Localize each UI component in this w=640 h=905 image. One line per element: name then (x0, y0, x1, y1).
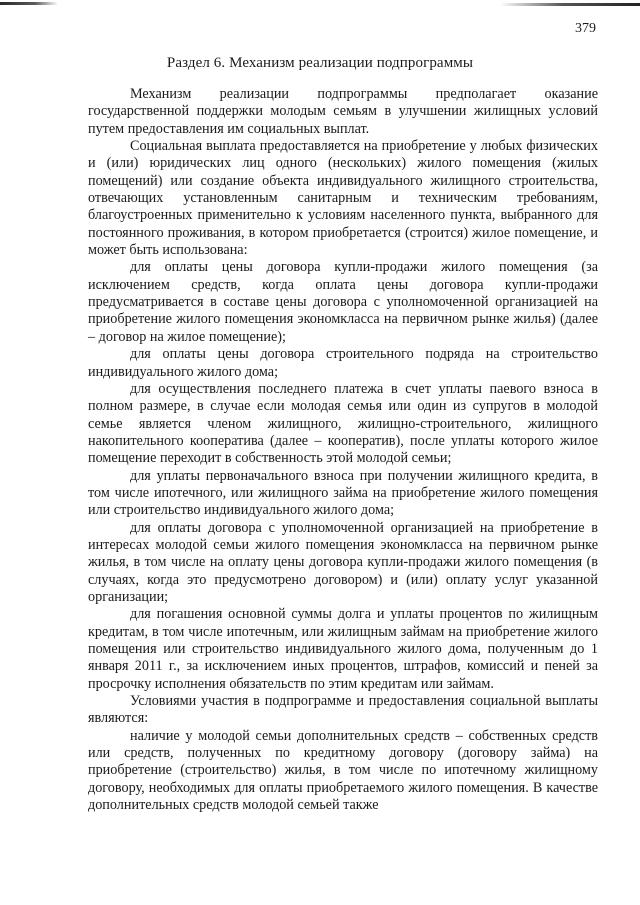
paragraph-use-construction-contract: для оплаты цены договора строительного подряда на строительство индивидуального жилого дома; (88, 346, 598, 380)
paragraph-additional-funds: наличие у молодой семьи дополнительных средств – собственных средств или средств, полученных по кредитному договору (договору займа) на приобретение (строительство) жилья, в том числе по ипотечному жилищному договору, необходимых для оплаты приобретаемого жилого помещения. В качестве дополнительных средств молодой семьей также (88, 727, 598, 814)
paragraph-use-purchase-contract: для оплаты цены договора купли-продажи жилого помещения (за исключением средств, когда оплата цены договора купли-продажи предусматривается в составе цены договора с уполномоченной организацией на приобретение жилого помещения экономкласса на первичном рынке жилья) (далее – договор на жилое помещение); (88, 259, 598, 345)
scan-edge-mark-left (0, 2, 58, 5)
paragraph-participation-conditions: Условиями участия в подпрограмме и предоставления социальной выплаты являются: (88, 693, 598, 727)
section-title: Раздел 6. Механизм реализации подпрограммы (166, 55, 474, 71)
page-number: 379 (575, 21, 596, 36)
paragraph-use-initial-payment: для уплаты первоначального взноса при получении жилищного кредита, в том числе ипотечного, или жилищного займа на приобретение жилого помещения или строительство индивидуального жилого дома; (88, 467, 598, 519)
paragraph-use-authorized-organization: для оплаты договора с уполномоченной организацией на приобретение в интересах молодой семьи жилого помещения экономкласса на первичном рынке жилья, в том числе на оплату цены договора купли-продажи жилого помещения (в случаях, когда это предусмотрено договором) и (или) оплату услуг указанной организации; (88, 519, 598, 605)
paragraph-use-debt-repayment: для погашения основной суммы долга и уплаты процентов по жилищным кредитам, в том числе ипотечным, или жилищным займам на приобретение жилого помещения или строительство индивидуального жилого дома, полученным до 1 января 2011 г., за исключением иных процентов, штрафов, комиссий и пеней за просрочку исполнения обязательств по этим кредитам или займам. (88, 606, 598, 692)
scan-edge-mark-right (500, 3, 640, 6)
paragraph-mechanism: Механизм реализации подпрограммы предполагает оказание государственной поддержки молодым семьям в улучшении жилищных условий путем предоставления им социальных выплат. (88, 86, 598, 137)
paragraph-use-cooperative-payment: для осуществления последнего платежа в счет уплаты паевого взноса в полном размере, в случае если молодая семья или один из супругов в молодой семье является членом жилищного, жилищно-строительного, жилищного накопительного кооператива (далее – кооператив), после уплаты которого жилое помещение переходит в собственность этой молодой семьи; (88, 380, 598, 467)
paragraph-social-payment: Социальная выплата предоставляется на приобретение у любых физических и (или) юридических лиц одного (нескольких) жилого помещения (жилых помещений) или создание объекта индивидуального жилищного строительства, отвечающих установленным санитарным и техническим требованиям, благоустроенных применительно к условиям населенного пункта, выбранного для постоянного проживания, в котором приобретается (строится) жилое помещение, и может быть использована: (88, 138, 598, 259)
document-body (88, 86, 598, 814)
